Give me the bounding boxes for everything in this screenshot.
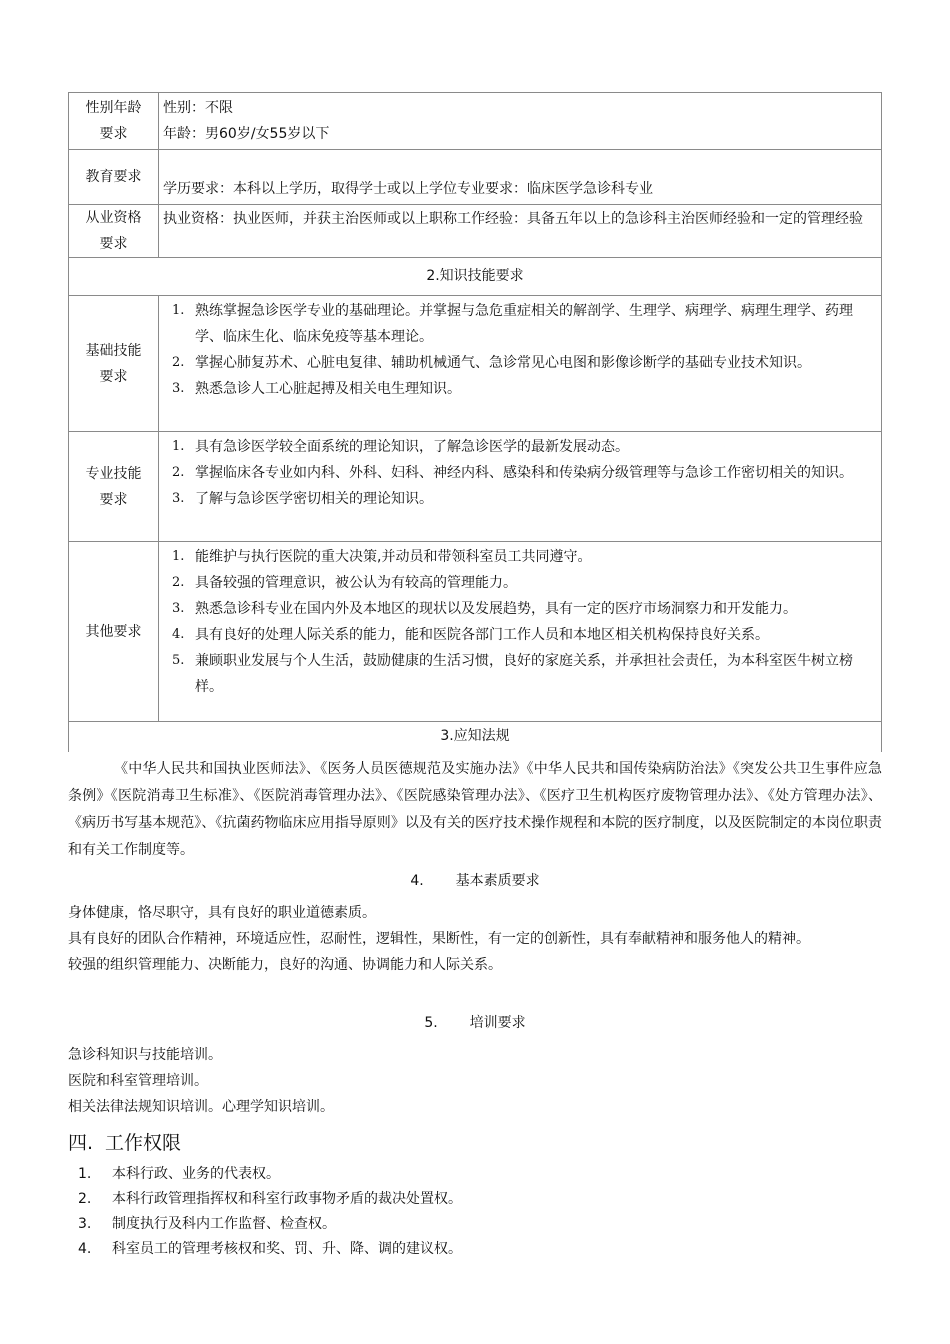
list-item: 1. 具有急诊医学较全面系统的理论知识，了解急诊医学的最新发展动态。: [172, 439, 629, 455]
row-value: [159, 93, 882, 150]
label-line: 要求: [99, 126, 128, 142]
list-item: 4. 具有良好的处理人际关系的能力，能和医院各部门工作人员和本地区相关机构保持良好关系。: [172, 627, 769, 643]
law-paragraph: 《中华人民共和国执业医师法》、《医务人员医德规范及实施办法》《中华人民共和国传染病防治法》《突发公共卫生事件应急条例》《医院消毒卫生标准》、《医院消毒管理办法》、《医院感染管理办法》、《医疗卫生机构医疗废物管理办法》、《处方管理办法》、《病历书写基本规范》、《抗菌药物临床应用指导原则》以及有关的医疗技术操作规程和本院的医疗制度，以及医院制定的本岗位职责和有关工作制度等。: [68, 761, 882, 858]
row-value: [159, 542, 882, 722]
text-line: 身体健康，恪尽职守，具有良好的职业道德素质。: [68, 905, 376, 921]
list-item: 1. 本科行政、业务的代表权。: [78, 1166, 280, 1182]
skill-list: [159, 542, 881, 702]
authority-list: [78, 1162, 462, 1262]
paragraph-block: [68, 900, 884, 978]
value-line: 学历要求：本科以上学历，取得学士或以上学位专业要求：临床医学急诊科专业: [163, 181, 653, 197]
value-line: [163, 152, 873, 176]
section-title: 2.知识技能要求: [69, 258, 882, 296]
label-line: 要求: [99, 491, 128, 508]
value-line: 执业资格：执业医师，并获主治医师或以上职称工作经验：具备五年以上的急诊科主治医师经验和一定的管理经验: [163, 211, 863, 227]
section-heading: [0, 868, 950, 894]
value-line: 年龄：男60岁/女55岁以下: [163, 126, 330, 142]
section-title: 培训要求: [469, 1015, 526, 1031]
list-item: 1. 能维护与执行医院的重大决策,并动员和带领科室员工共同遵守。: [172, 549, 592, 565]
section-number: 5.: [424, 1015, 438, 1031]
label-line: 要求: [99, 368, 128, 385]
row-label: [69, 296, 159, 432]
list-item: 1. 熟练掌握急诊医学专业的基础理论。并掌握与急危重症相关的解剖学、生理学、病理学、病理生理学、药理学、临床生化、临床免疫等基本理论。: [172, 303, 853, 345]
label-line: 性别年龄: [85, 100, 142, 116]
label-line: 要求: [99, 236, 128, 252]
text-line: 具有良好的团队合作精神，环境适应性，忍耐性，逻辑性，果断性，有一定的创新性，具有奉献精神和服务他人的精神。: [68, 931, 810, 947]
list-item: 3. 熟悉急诊人工心脏起搏及相关电生理知识。: [172, 381, 461, 397]
row-label: [69, 542, 159, 722]
table-row: [69, 432, 882, 542]
table-row: [69, 542, 882, 722]
row-label: [69, 150, 159, 205]
chapter-number: 四.: [68, 1132, 94, 1154]
label-line: 基础技能: [85, 342, 142, 359]
table-row: [69, 150, 882, 205]
table-row: [69, 296, 882, 432]
row-value: [159, 296, 882, 432]
skill-list: [159, 432, 881, 514]
row-label: [69, 93, 159, 150]
row-value: [159, 432, 882, 542]
section-title: 3.应知法规: [69, 722, 882, 752]
value-line: 性别：不限: [163, 100, 233, 116]
table-row: [69, 93, 882, 150]
row-label: [69, 205, 159, 258]
label-line: 教育要求: [85, 169, 142, 185]
list-item: 2. 掌握心肺复苏术、心脏电复律、辅助机械通气、急诊常见心电图和影像诊断学的基础专业技术知识。: [172, 355, 811, 371]
text-line: 医院和科室管理培训。: [68, 1073, 208, 1089]
row-value: [159, 205, 882, 258]
list-item: 4. 科室员工的管理考核权和奖、罚、升、降、调的建议权。: [78, 1241, 462, 1257]
table-row: [69, 205, 882, 258]
requirements-table: [68, 92, 882, 752]
skill-list: [159, 296, 881, 404]
text-line: 急诊科知识与技能培训。: [68, 1047, 222, 1063]
text-line: 较强的组织管理能力、决断能力，良好的沟通、协调能力和人际关系。: [68, 957, 502, 973]
list-item: 2. 具备较强的管理意识，被公认为有较高的管理能力。: [172, 575, 517, 591]
label-line: 专业技能: [85, 465, 142, 482]
chapter-heading: [68, 1128, 181, 1158]
row-label: [69, 432, 159, 542]
text-line: 相关法律法规知识培训。心理学知识培训。: [68, 1099, 334, 1115]
chapter-title: 工作权限: [105, 1132, 182, 1154]
paragraph-block: [68, 1042, 884, 1120]
label-line: 从业资格: [85, 210, 142, 226]
label-line: 其他要求: [85, 623, 142, 640]
list-item: 2. 本科行政管理指挥权和科室行政事物矛盾的裁决处置权。: [78, 1191, 462, 1207]
list-item: 3. 了解与急诊医学密切相关的理论知识。: [172, 491, 433, 507]
section-heading: [0, 1010, 950, 1036]
section-title: 基本素质要求: [455, 873, 540, 889]
list-item: 3. 制度执行及科内工作监督、检查权。: [78, 1216, 336, 1232]
table-row: [69, 258, 882, 296]
row-value: [159, 150, 882, 205]
list-item: 5. 兼顾职业发展与个人生活，鼓励健康的生活习惯，良好的家庭关系，并承担社会责任，为本科室医牛树立榜样。: [172, 653, 853, 695]
list-item: 2. 掌握临床各专业如内科、外科、妇科、神经内科、感染科和传染病分级管理等与急诊工作密切相关的知识。: [172, 465, 853, 481]
section-number: 4.: [410, 873, 424, 889]
table-row: [69, 722, 882, 752]
list-item: 3. 熟悉急诊科专业在国内外及本地区的现状以及发展趋势，具有一定的医疗市场洞察力和开发能力。: [172, 601, 797, 617]
